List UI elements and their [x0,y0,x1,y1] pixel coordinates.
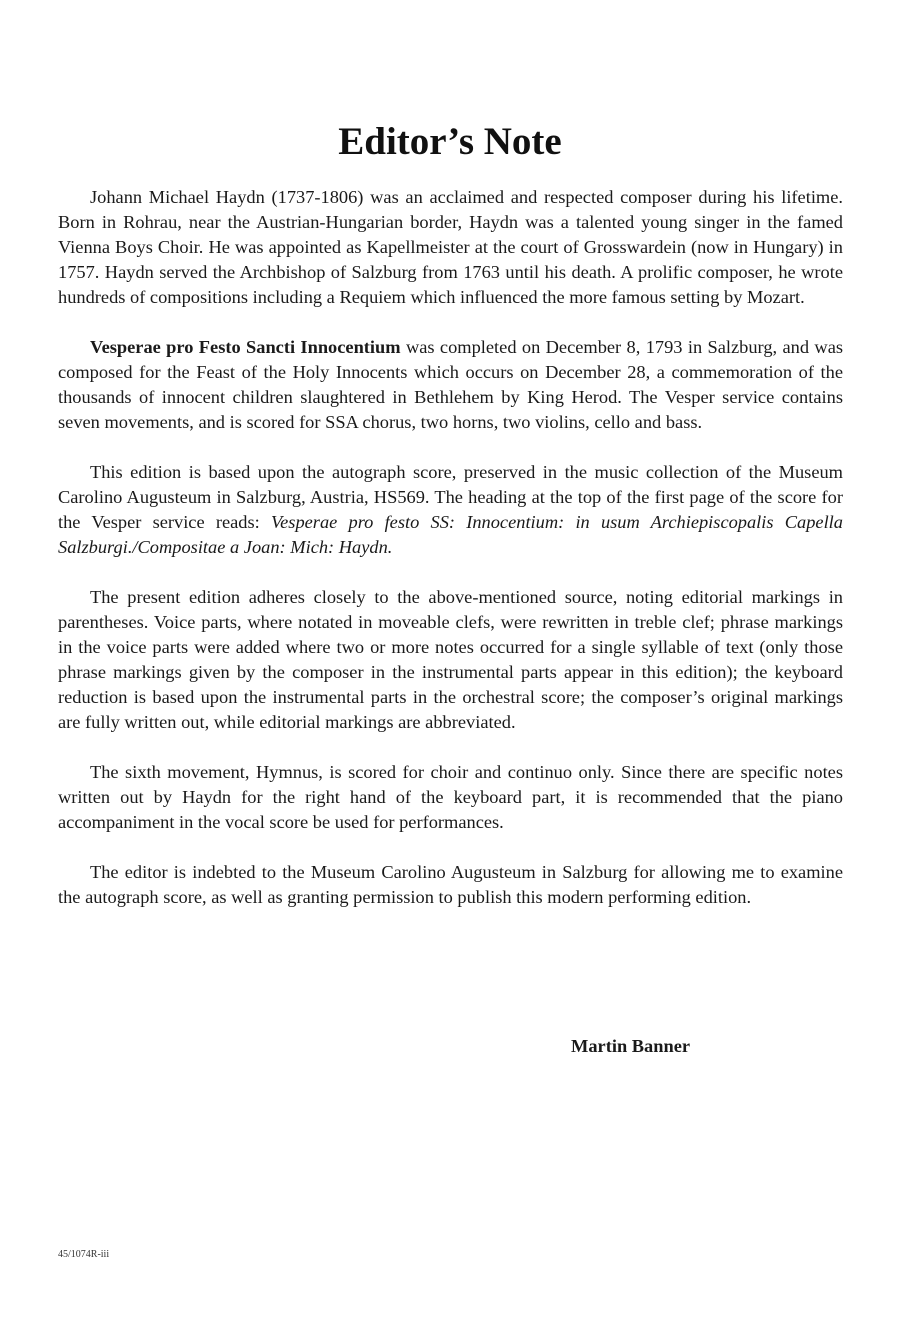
paragraph-editorial-method: The present edition adheres closely to the above-mentioned source, noting editorial markings in parentheses. Voice parts, where notated in moveable clefs, were rewritten in treble clef; phrase markings in the voice parts were added where two or more notes occurred for a single syllable of text (only those phrase markings given by the composer in the instrumental parts appear in this edition); the keyboard reduction is based upon the instrumental parts in the orchestral score; the composer’s original markings are fully written out, while editorial markings are abbreviated. [58,587,843,732]
catalog-number: 45/1074R-iii [58,1249,110,1260]
note-body [58,185,843,935]
paragraph-work-description [58,335,843,435]
paragraph-source [58,460,843,560]
page-title: Editor’s Note [338,120,562,163]
paragraph-hymnus: The sixth movement, Hymnus, is scored for choir and continuo only. Since there are specific notes written out by Haydn for the right hand of the keyboard part, it is recommended that the piano accompaniment in the vocal score be used for performances. [58,762,843,832]
source-text: This edition is based upon the autograph score, preserved in the music collection of the Museum Carolino Augusteum in Salzburg, Austria, HS569. The heading at the top of the first page of the score for the Vesper service reads: [58,462,843,532]
work-description-text: was completed on December 8, 1793 in Salzburg, and was composed for the Feast of the Holy Innocents which occurs on December 28, a commemoration of the thousands of innocent children slaughtered in Bethlehem by King Herod. The Vesper service contains seven movements, and is scored for SSA chorus, two horns, two violins, cello and bass. [58,337,844,432]
paragraph-biography: Johann Michael Haydn (1737-1806) was an acclaimed and respected composer during his lifetime. Born in Rohrau, near the Austrian-Hungarian border, Haydn was a talented young singer in the famed Vienna Boys Choir. He was appointed as Kapellmeister at the court of Grosswardein (now in Hungary) in 1757. Haydn served the Archbishop of Salzburg from 1763 until his death. A prolific composer, he wrote hundreds of compositions including a Requiem which influenced the more famous setting by Mozart. [58,187,843,307]
score-heading-quote: Vesperae pro festo SS: Innocentium: in usum Archiepiscopalis Capella Salzburgi./Compositae a Joan: Mich: Haydn. [58,512,843,557]
editor-signature: Martin Banner [571,1036,691,1056]
work-title: Vesperae pro Festo Sancti Innocentium [90,337,401,357]
paragraph-acknowledgement: The editor is indebted to the Museum Carolino Augusteum in Salzburg for allowing me to examine the autograph score, as well as granting permission to publish this modern performing edition. [58,862,843,907]
